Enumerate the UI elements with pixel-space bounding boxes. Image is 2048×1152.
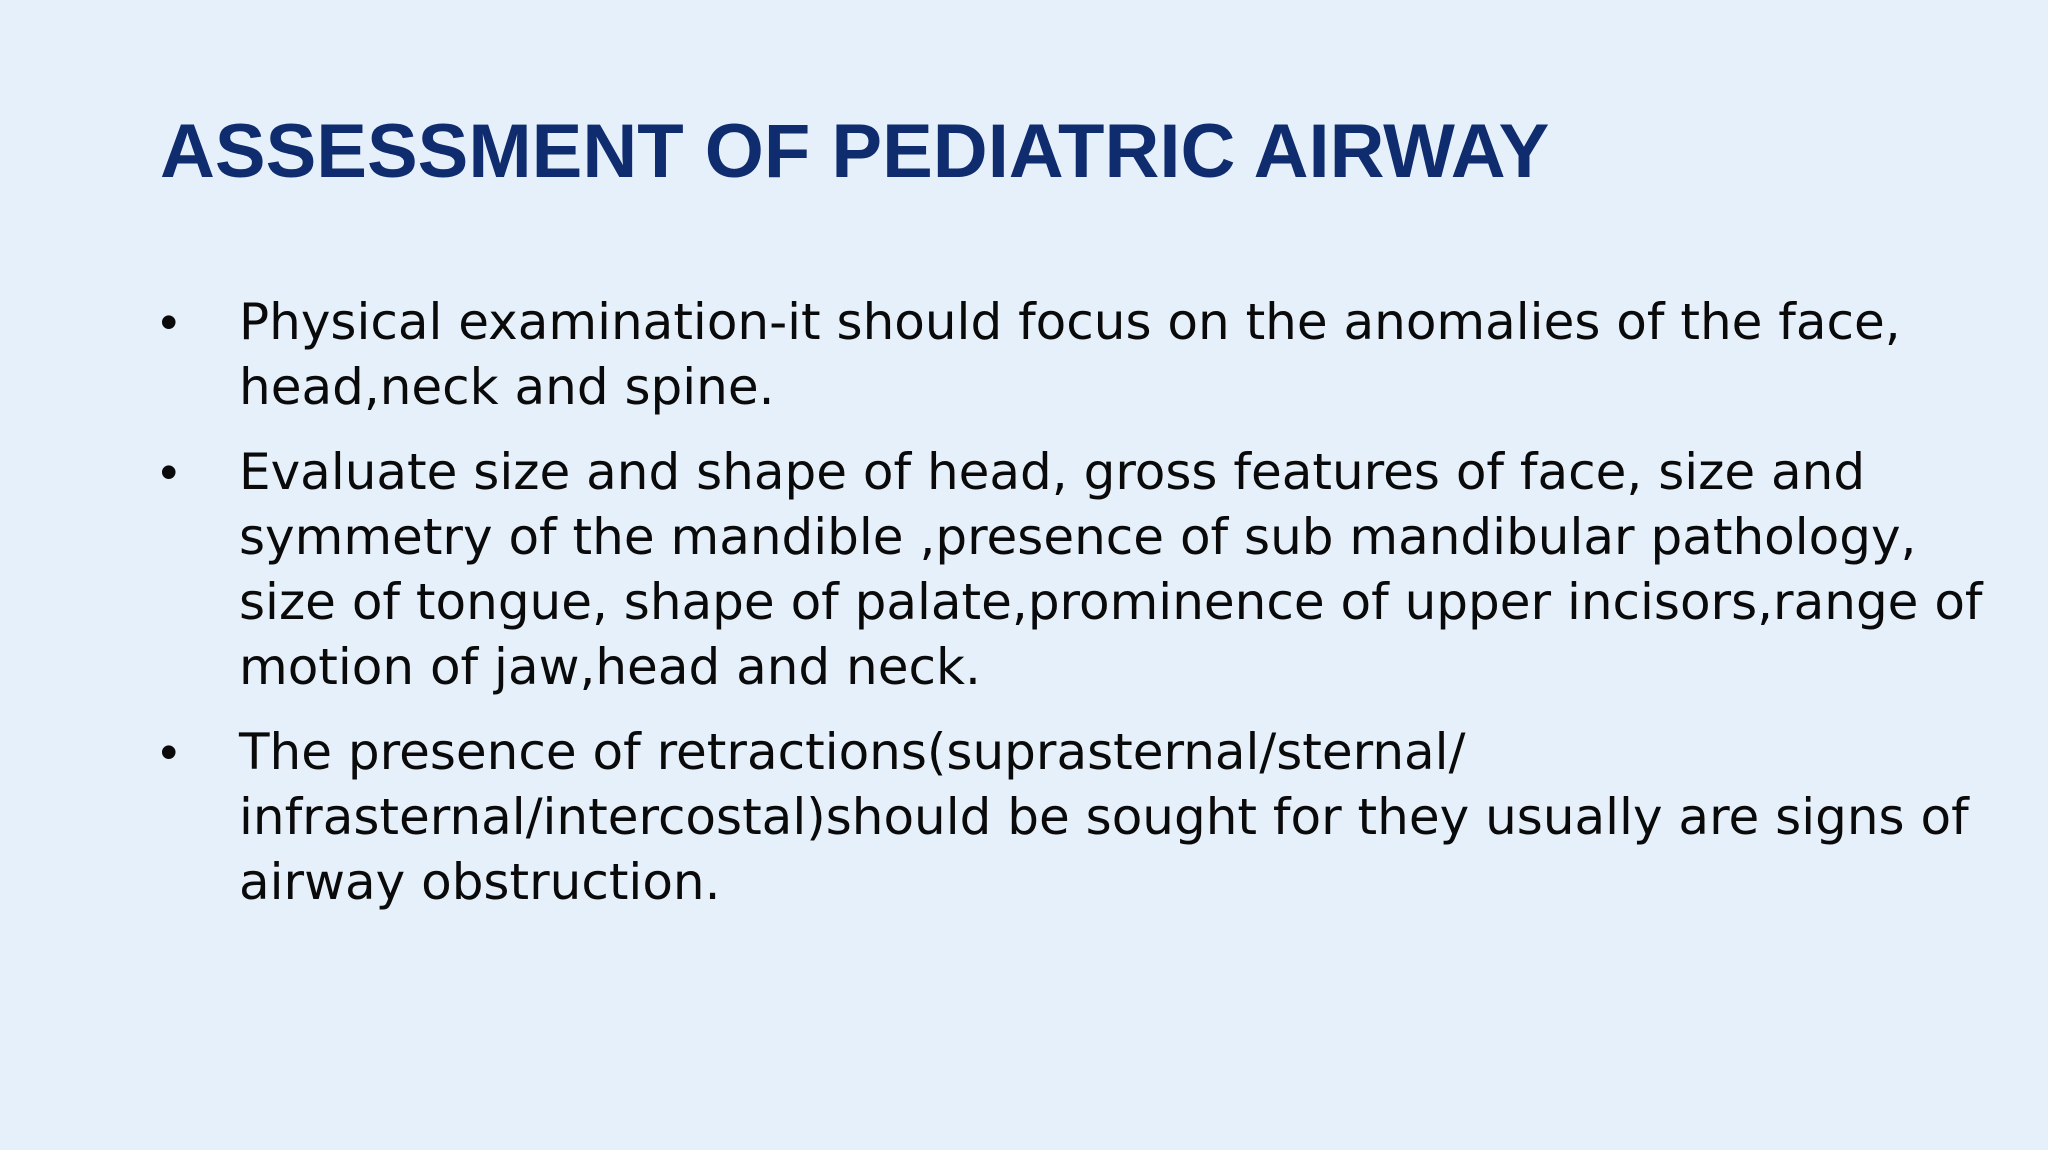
slide-title: ASSESSMENT OF PEDIATRIC AIRWAY <box>160 109 1550 194</box>
bullet-list <box>160 290 1983 935</box>
bullet-marker: • <box>160 724 178 780</box>
bullet-text-line: motion of jaw,head and neck. <box>239 638 981 696</box>
bullet-item-evaluate-size <box>160 440 1983 700</box>
bullet-text-line: The presence of retractions(suprasternal/sternal/ <box>239 723 1466 781</box>
bullet-marker: • <box>160 294 178 350</box>
bullet-text-line: Evaluate size and shape of head, gross features of face, size and <box>239 443 1866 501</box>
bullet-text-line: airway obstruction. <box>239 853 721 911</box>
bullet-item-retractions <box>160 720 1969 915</box>
bullet-item-physical-examination <box>160 290 1940 420</box>
bullet-text-line: Physical examination-it should focus on the anomalies of the face, <box>239 293 1901 351</box>
bullet-text-line: size of tongue, shape of palate,prominence of upper incisors,range of <box>239 573 1983 631</box>
bullet-text-line: head,neck and spine. <box>239 358 775 416</box>
bullet-text-line: infrasternal/intercostal)should be sought for they usually are signs of <box>239 788 1969 846</box>
bullet-text-line: symmetry of the mandible ,presence of sub mandibular pathology, <box>239 508 1917 566</box>
bullet-marker: • <box>160 444 178 500</box>
